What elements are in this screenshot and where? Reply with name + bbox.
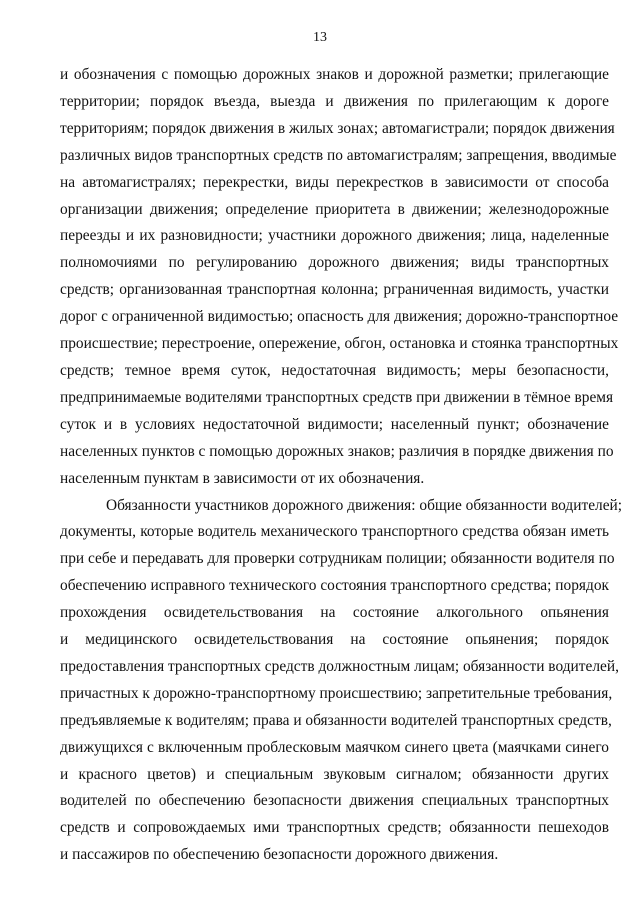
text-line: предъявляемые к водителям; права и обязанности водителей транспортных средств, bbox=[60, 711, 612, 729]
text-line: документы, которые водитель механического транспортного средства обязан иметь bbox=[60, 523, 609, 541]
text-line: прохождения освидетельствования на состояние алкогольного опьянения bbox=[60, 604, 609, 622]
body-text bbox=[60, 62, 623, 869]
text-line: средств; темное время суток, недостаточная видимость; меры безопасности, bbox=[60, 361, 609, 379]
text-line: при себе и передавать для проверки сотрудникам полиции; обязанности водителя по bbox=[60, 550, 615, 568]
text-line: территориям; порядок движения в жилых зонах; автомагистрали; порядок движения bbox=[60, 119, 615, 137]
text-line: населенным пунктам в зависимости от их обозначения. bbox=[60, 469, 425, 487]
text-line: организации движения; определение приоритета в движении; железнодорожные bbox=[60, 200, 609, 218]
text-line: полномочиями по регулированию дорожного движения; виды транспортных bbox=[60, 254, 609, 272]
text-line: причастных к дорожно-транспортному происшествию; запретительные требования, bbox=[60, 684, 613, 702]
text-line: и обозначения с помощью дорожных знаков и дорожной разметки; прилегающие bbox=[60, 66, 609, 83]
text-line: суток и в условиях недостаточной видимости; населенный пункт; обозначение bbox=[60, 415, 609, 433]
text-line: и красного цветов) и специальным звуковым сигналом; обязанности других bbox=[60, 765, 609, 783]
paragraph-1 bbox=[60, 62, 619, 493]
text-line: территории; порядок въезда, выезда и движения по прилегающим к дороге bbox=[60, 92, 609, 110]
text-line: переезды и их разновидности; участники дорожного движения; лица, наделенные bbox=[60, 227, 609, 245]
text-line: средств; организованная транспортная колонна; рграниченная видимость, участки bbox=[60, 281, 609, 299]
text-line: дорог с ограниченной видимостью; опасность для движения; дорожно-транспортное bbox=[60, 308, 619, 326]
text-line: различных видов транспортных средств по автомагистралям; запрещения, вводимые bbox=[60, 146, 617, 164]
text-line: движущихся с включенным проблесковым маячком синего цвета (маячками синего bbox=[60, 738, 609, 756]
paragraph-2 bbox=[60, 493, 623, 870]
text-line: и медицинского освидетельствования на состояние опьянения; порядок bbox=[60, 631, 609, 649]
text-line: предоставления транспортных средств должностным лицам; обязанности водителей, bbox=[60, 657, 619, 675]
text-line: на автомагистралях; перекрестки, виды перекрестков в зависимости от способа bbox=[60, 173, 609, 191]
text-line: водителей по обеспечению безопасности движения специальных транспортных bbox=[60, 792, 609, 810]
text-line: населенных пунктов с помощью дорожных знаков; различия в порядке движения по bbox=[60, 442, 614, 460]
text-line: и пассажиров по обеспечению безопасности дорожного движения. bbox=[60, 846, 499, 864]
page-number: 13 bbox=[313, 30, 327, 45]
text-line: происшествие; перестроение, опережение, обгон, остановка и стоянка транспортных bbox=[60, 335, 619, 353]
text-line: обеспечению исправного технического состояния транспортного средства; порядок bbox=[60, 577, 609, 595]
text-line: Обязанности участников дорожного движения: общие обязанности водителей; bbox=[106, 496, 623, 514]
text-line: предпринимаемые водителями транспортных средств при движении в тёмное время bbox=[60, 388, 614, 406]
text-line: средств и сопровождаемых ими транспортных средств; обязанности пешеходов bbox=[60, 819, 609, 837]
